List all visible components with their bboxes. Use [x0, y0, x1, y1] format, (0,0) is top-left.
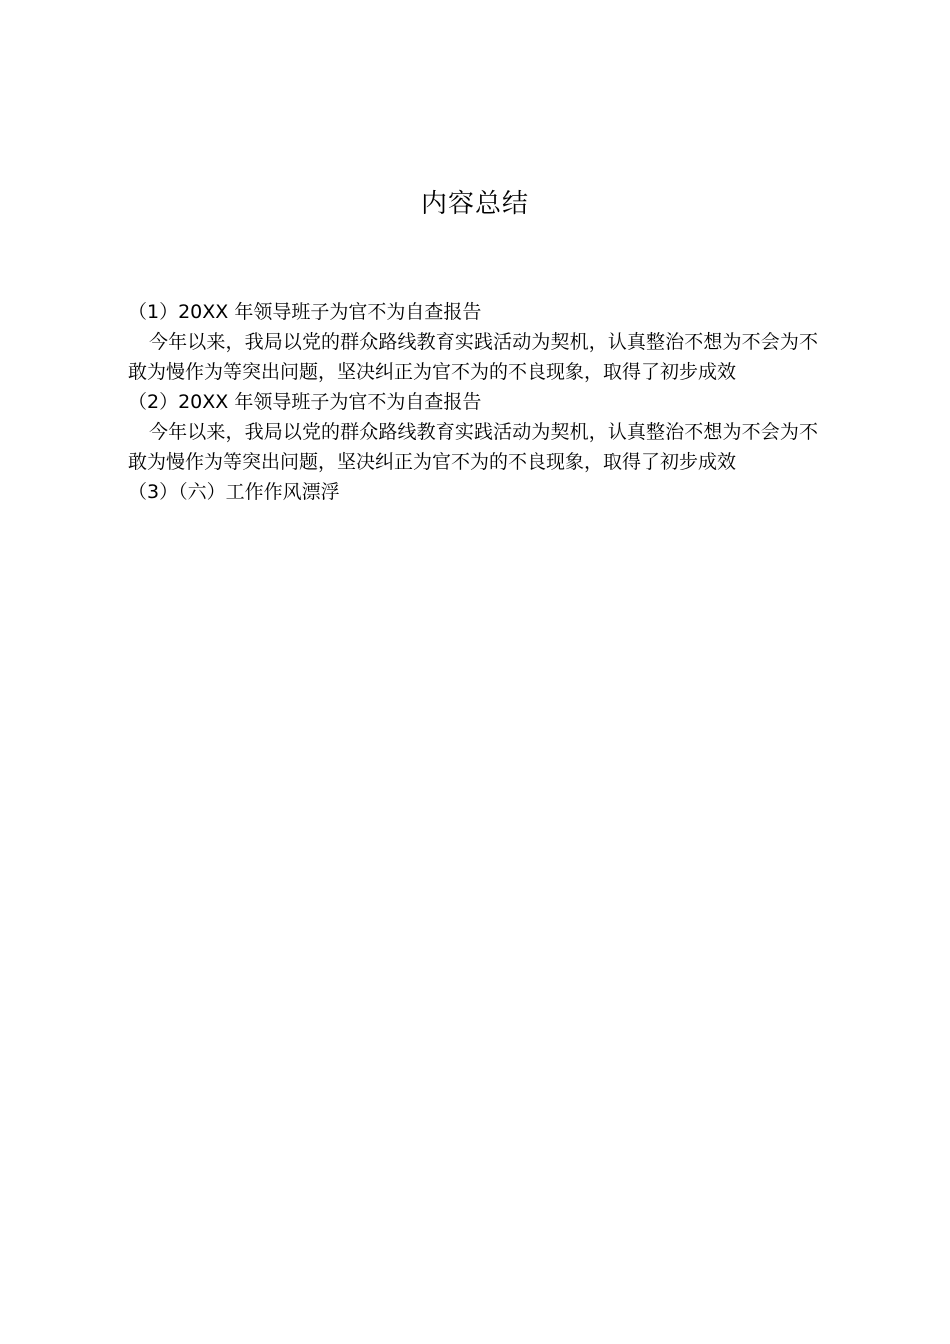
summary-item-body-1: 今年以来，我局以党的群众路线教育实践活动为契机，认真整治不想为不会为不敢为慢作为等突出问题，坚决纠正为官不为的不良现象，取得了初步成效: [128, 331, 818, 383]
document-title: 内容总结: [420, 189, 529, 219]
summary-item-heading-3: （3）（六）工作作风漂浮: [128, 481, 340, 503]
summary-item-heading-1: （1）20XX 年领导班子为官不为自查报告: [128, 301, 482, 323]
summary-item-body-2: 今年以来，我局以党的群众路线教育实践活动为契机，认真整治不想为不会为不敢为慢作为等突出问题，坚决纠正为官不为的不良现象，取得了初步成效: [128, 421, 818, 473]
summary-list: [128, 297, 818, 507]
summary-item-heading-2: （2）20XX 年领导班子为官不为自查报告: [128, 391, 482, 413]
